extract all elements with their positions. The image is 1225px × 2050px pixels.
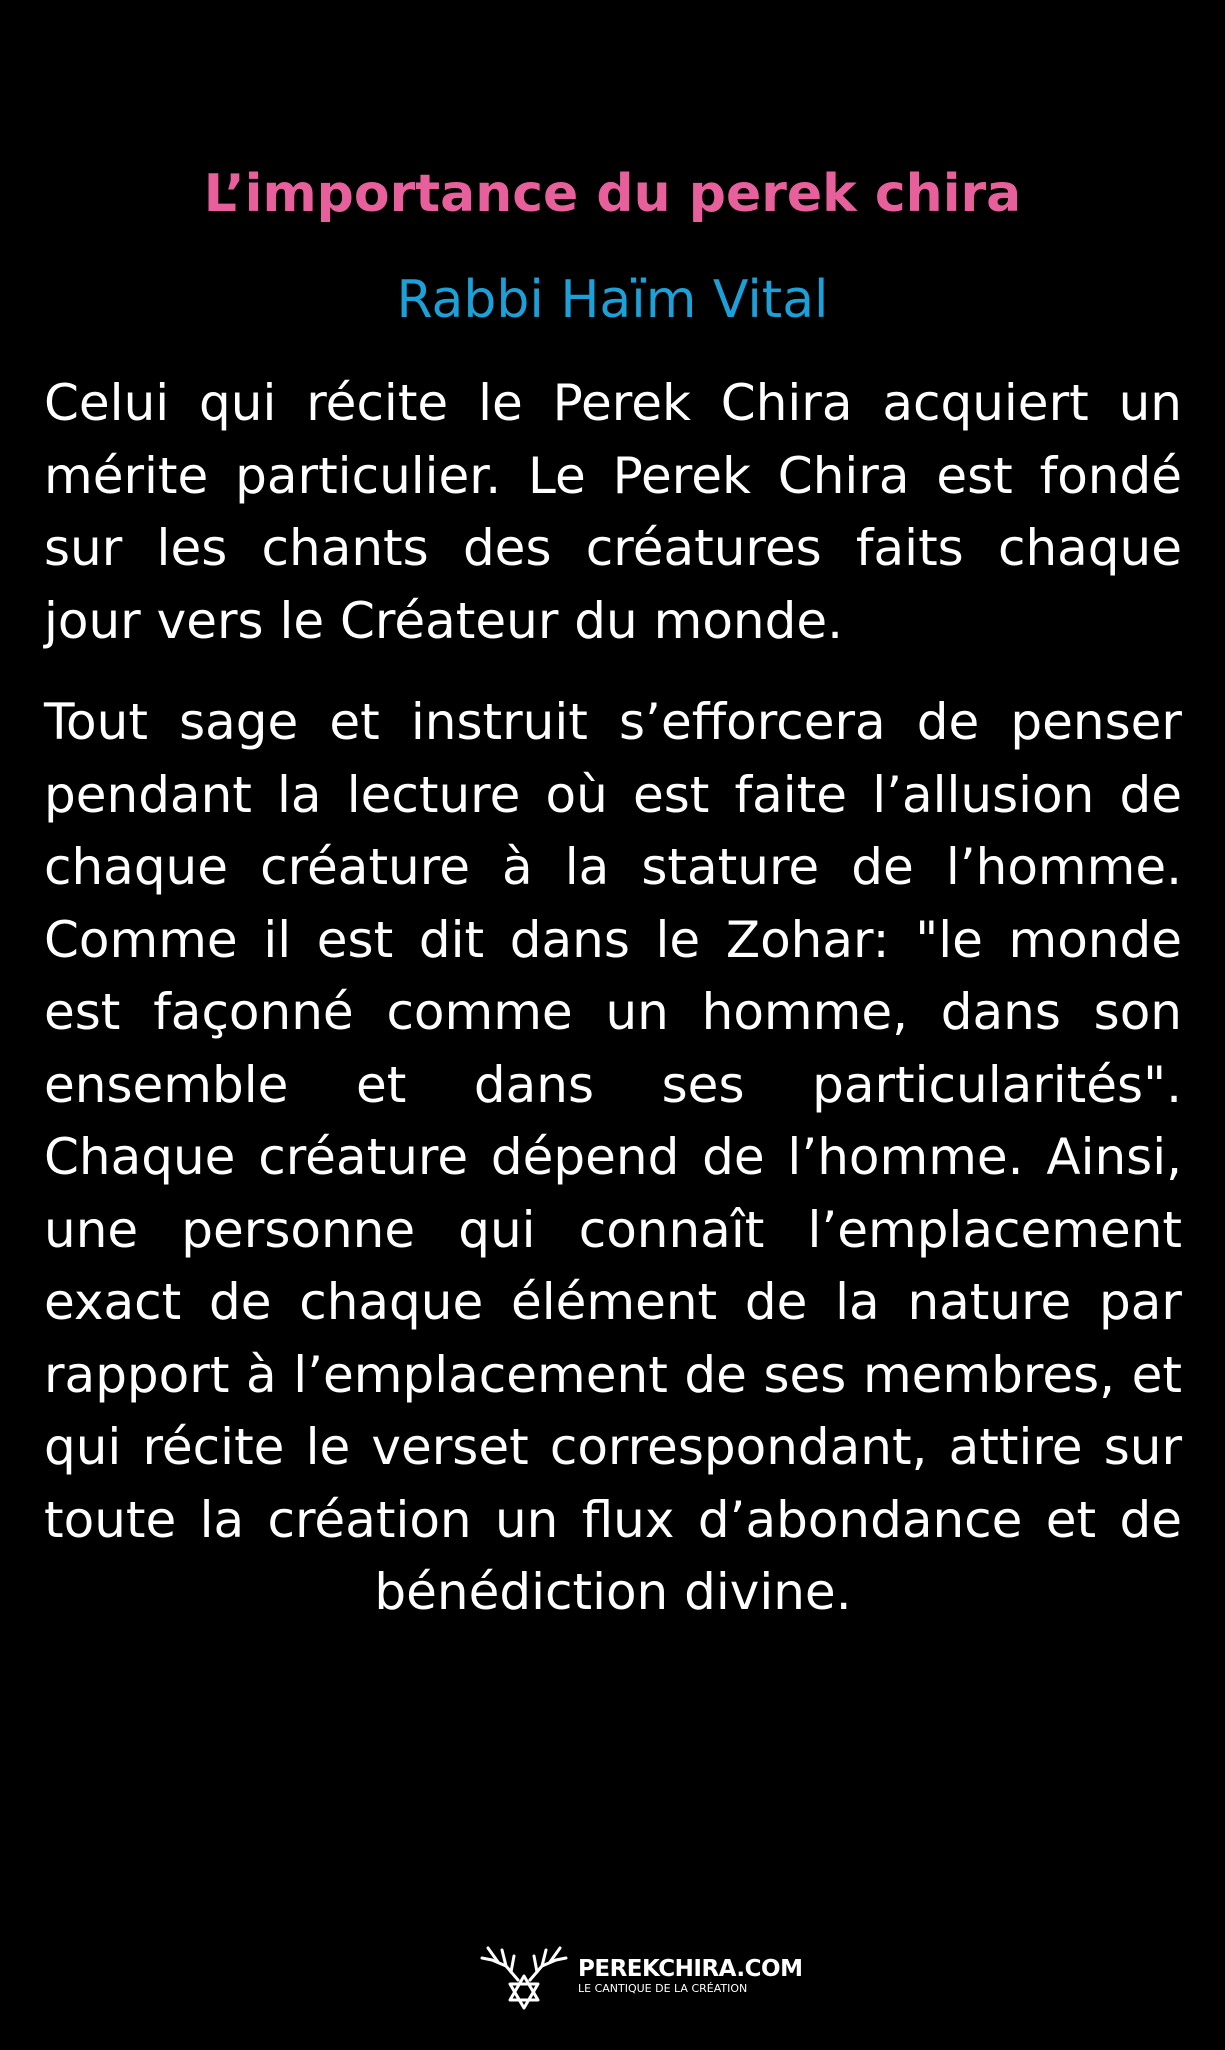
author-name: Rabbi Haïm Vital [396,270,829,330]
page-title: L’importance du perek chira [203,164,1022,224]
brand-tagline: LE CANTIQUE DE LA CRÉATION [578,1982,748,1995]
brand-wordmark [578,1956,803,1996]
deer-antlers-star-icon [478,1940,570,2010]
brand-name: PEREKCHIRA.COM [578,1956,803,1982]
footer-logo[interactable] [478,1940,803,2010]
body-paragraph-2: Tout sage et instruit s’efforcera de penser pendant la lecture où est faite l’allusion de chaque créature à la stature de l’homme. Comme il est dit dans le Zohar: "le monde est façonné comme un homme, dans son ensemble et dans ses particularités". Chaque créature dépend de l’homme. Ainsi, une personne qui connaît l’emplacement exact de chaque élément de la nature par rapport à l’emplacement de ses membres, et qui récite le verset correspondant, attire sur toute la création un flux d’abondance et de bénédiction divine. [44,693,1182,1621]
body-paragraph-1: Celui qui récite le Perek Chira acquiert un mérite particulier. Le Perek Chira est fondé sur les chants des créatures faits chaque jour vers le Créateur du monde. [44,374,1182,650]
